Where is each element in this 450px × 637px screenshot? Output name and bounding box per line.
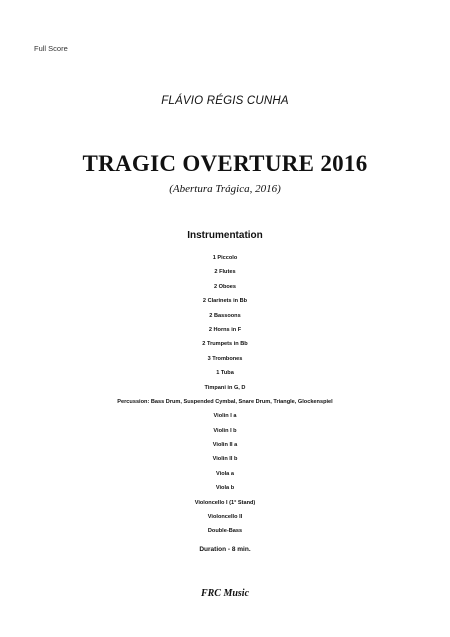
instrument-item: Timpani in G, D — [204, 384, 246, 391]
instrument-item: Violin I b — [213, 427, 237, 434]
page-subtitle: (Abertura Trágica, 2016) — [169, 183, 281, 195]
instrument-item: 2 Trumpets in Bb — [202, 341, 248, 348]
instrument-item: 2 Flutes — [214, 269, 236, 276]
instrument-item: 3 Trombones — [207, 355, 243, 362]
score-type-label: Full Score — [34, 44, 68, 53]
duration-text: Duration - 8 min. — [199, 546, 251, 553]
instrument-item: Violoncello II — [207, 514, 243, 521]
instrument-item: Percussion: Bass Drum, Suspended Cymbal, Snare Drum, Triangle, Glockenspiel — [117, 398, 333, 405]
instrument-item: 2 Bassoons — [209, 312, 241, 319]
instrument-item: 1 Tuba — [216, 370, 234, 377]
instrument-item: 1 Piccolo — [212, 255, 238, 261]
instrument-item: Violin II a — [212, 442, 238, 449]
instrumentation-heading: Instrumentation — [187, 230, 263, 241]
instrument-item: Double-Bass — [207, 528, 243, 535]
instrumentation-list — [0, 251, 450, 539]
publisher-name: FRC Music — [200, 588, 250, 599]
instrument-item: 2 Oboes — [213, 283, 237, 290]
instrument-item: Violin I a — [213, 413, 237, 420]
instrument-item: Violoncello I (1° Stand) — [194, 499, 256, 506]
instrument-item: Violin II b — [212, 456, 238, 463]
instrument-item: 2 Clarinets in Bb — [202, 298, 248, 305]
composer-name: FLÁVIO RÉGIS CUNHA — [161, 95, 289, 107]
instrument-item: 2 Horns in F — [208, 326, 242, 333]
instrument-item: Viola a — [216, 470, 234, 477]
instrument-item: Viola b — [215, 485, 235, 492]
page-title: TRAGIC OVERTURE 2016 — [82, 151, 368, 176]
